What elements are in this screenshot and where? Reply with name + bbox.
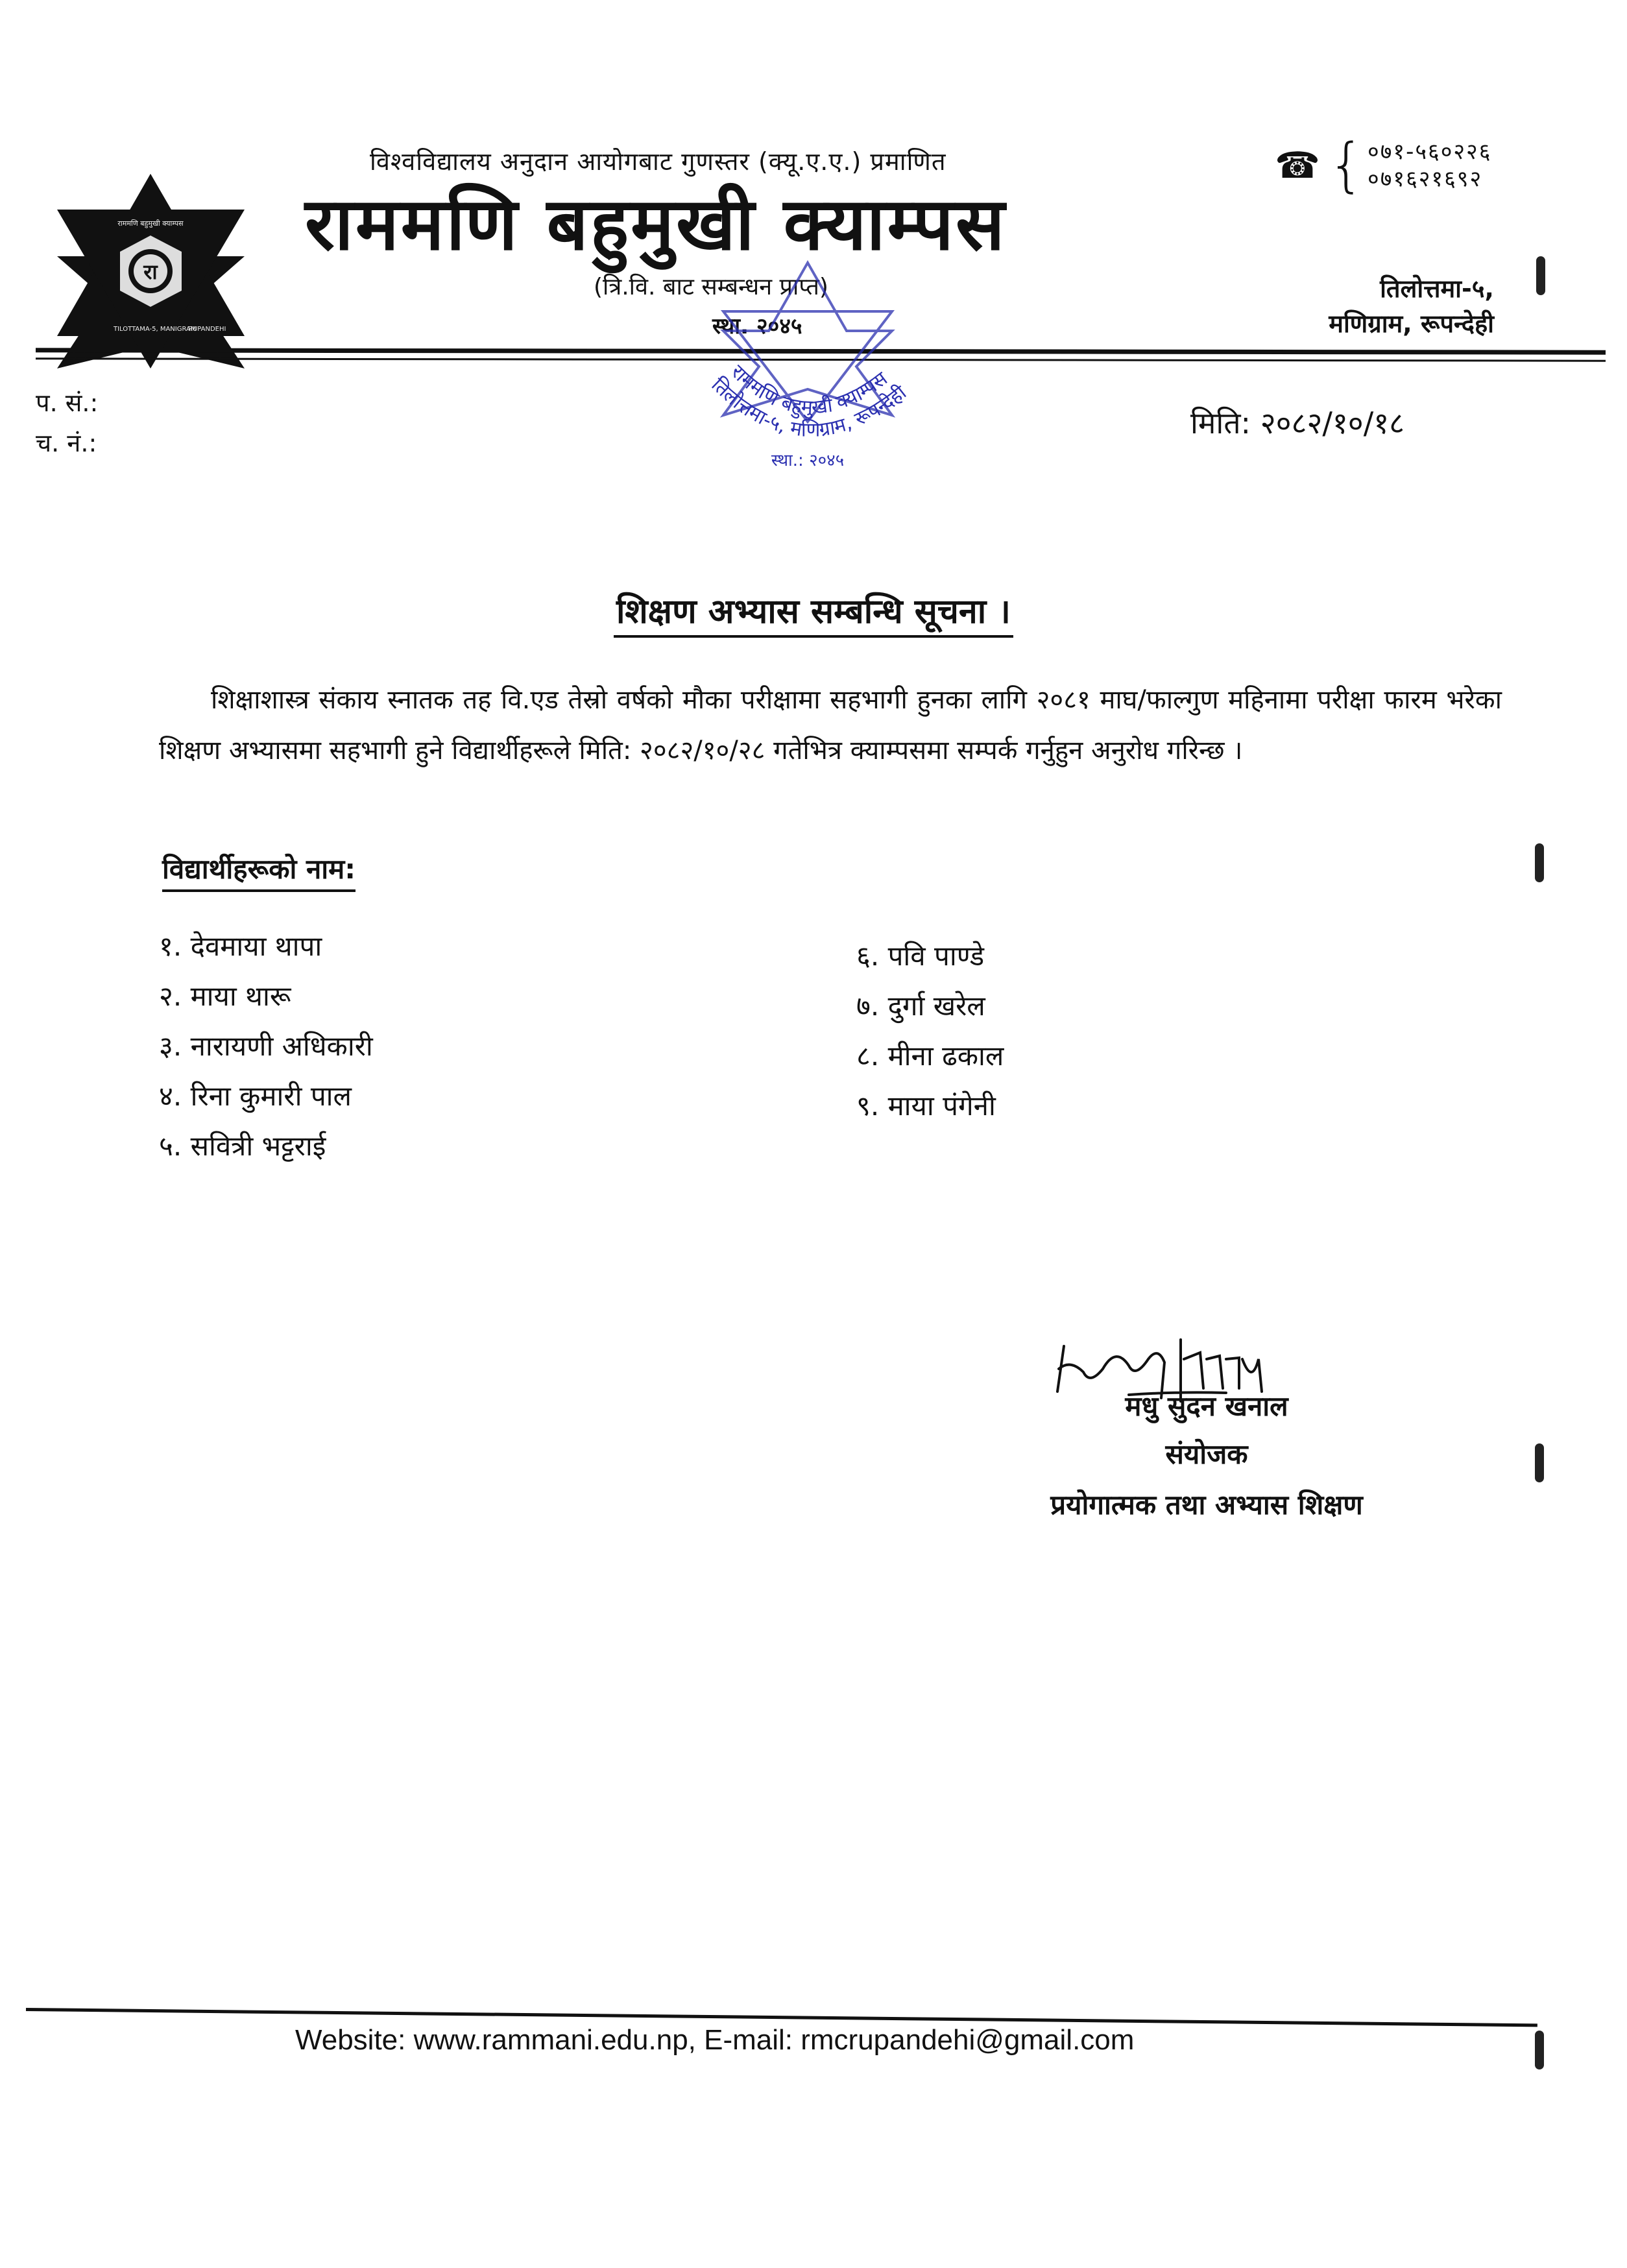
svg-text:राममणि बहुमुखी क्याम्पस: राममणि बहुमुखी क्याम्पस (726, 360, 892, 420)
signatory-role: संयोजक (1165, 1438, 1248, 1470)
phone-number-1: ०७१-५६०२२६ (1368, 139, 1492, 165)
stamp-star-icon (675, 259, 941, 474)
list-item: ३. नारायणी अधिकारी (159, 1030, 373, 1062)
svg-text:स्था.: २०४५: स्था.: २०४५ (771, 451, 845, 470)
list-item: ९. माया पंगेनी (856, 1090, 996, 1122)
brace-icon: { (1327, 131, 1366, 199)
signatory-name: मधु सुदन खनाल (1125, 1390, 1288, 1422)
students-heading: विद्यार्थीहरूको नाम: (162, 850, 356, 892)
campus-stamp (675, 259, 941, 474)
phone-block (1275, 131, 1492, 199)
date-value: २०८२/१०/१८ (1260, 405, 1405, 440)
student-list-right (856, 931, 1004, 1131)
list-item: ७. दुर्गा खरेल (856, 990, 985, 1022)
phone-number-2: ०७१६२१६९२ (1368, 166, 1483, 192)
accreditation-line: विश्वविद्यालय अनुदान आयोगबाट गुणस्तर (क्यू.ए.ए.) प्रमाणित (370, 147, 946, 176)
punch-hole-mark (1535, 1443, 1544, 1482)
punch-hole-mark (1535, 843, 1544, 882)
svg-text:राममणि बहुमुखी क्याम्पस: राममणि बहुमुखी क्याम्पस (117, 219, 184, 228)
letter-date (1190, 402, 1404, 442)
star-emblem-icon (55, 174, 247, 375)
list-item: १. देवमाया थापा (159, 930, 322, 962)
campus-name: राममणि बहुमुखी क्याम्पस (305, 182, 1007, 267)
address-line-2: मणिग्राम, रूपन्देही (1329, 309, 1494, 338)
svg-text:तिलोत्तमा-५, मणिग्राम, रूपन्दे: तिलोत्तमा-५, मणिग्राम, रूपन्देही (706, 373, 911, 442)
notice-body: शिक्षाशास्त्र संकाय स्नातक तह वि.एड तेस्रो वर्षको मौका परीक्षामा सहभागी हुनका लागि २०८१ माघ/फाल्गुण महिनामा परीक्षा फारम भरेका शिक्षण अभ्यासमा सहभागी हुने विद्यार्थीहरूले मिति: २०८२/१०/२८ गतेभित्र क्याम्पसमा सम्पर्क गर्नुहुन अनुरोध गरिन्छ । (159, 685, 1502, 766)
footer-contact: Website: www.rammani.edu.np, E-mail: rmcrupandehi@gmail.com (295, 2024, 1135, 2056)
punch-hole-mark (1536, 256, 1545, 295)
address-line-1: तिलोत्तमा-५, (1380, 274, 1494, 303)
svg-text:TILOTTAMA-5, MANIGRAM: TILOTTAMA-5, MANIGRAM (114, 326, 197, 333)
reference-block (36, 383, 98, 463)
affiliation-line: (त्रि.वि. बाट सम्बन्धन प्राप्त) (594, 274, 828, 300)
dispatch-number-label: च. नं.: (36, 429, 97, 457)
date-label: मिति: (1190, 405, 1251, 440)
list-item: २. माया थारू (159, 980, 291, 1012)
notice-title: शिक्षण अभ्यास सम्बन्धि सूचना । (0, 587, 1627, 633)
phone-numbers (1368, 138, 1491, 193)
svg-text:रा: रा (143, 259, 158, 284)
list-item: ४. रिना कुमारी पाल (159, 1080, 352, 1112)
student-list-left (159, 921, 373, 1171)
campus-address (1329, 271, 1494, 341)
punch-hole-mark (1535, 2031, 1544, 2069)
list-item: ८. मीना ढकाल (856, 1040, 1004, 1072)
list-item: ५. सवित्री भट्टराई (159, 1130, 326, 1162)
telephone-icon: ☎ (1275, 144, 1320, 187)
letter-number-label: प. सं.: (36, 389, 99, 417)
signatory-department: प्रयोगात्मक तथा अभ्यास शिक्षण (1050, 1489, 1363, 1521)
svg-text:RUPANDEHI: RUPANDEHI (188, 326, 226, 333)
campus-logo (55, 174, 247, 375)
established-year: स्था. २०४५ (712, 313, 802, 339)
list-item: ६. पवि पाण्डे (856, 940, 985, 972)
